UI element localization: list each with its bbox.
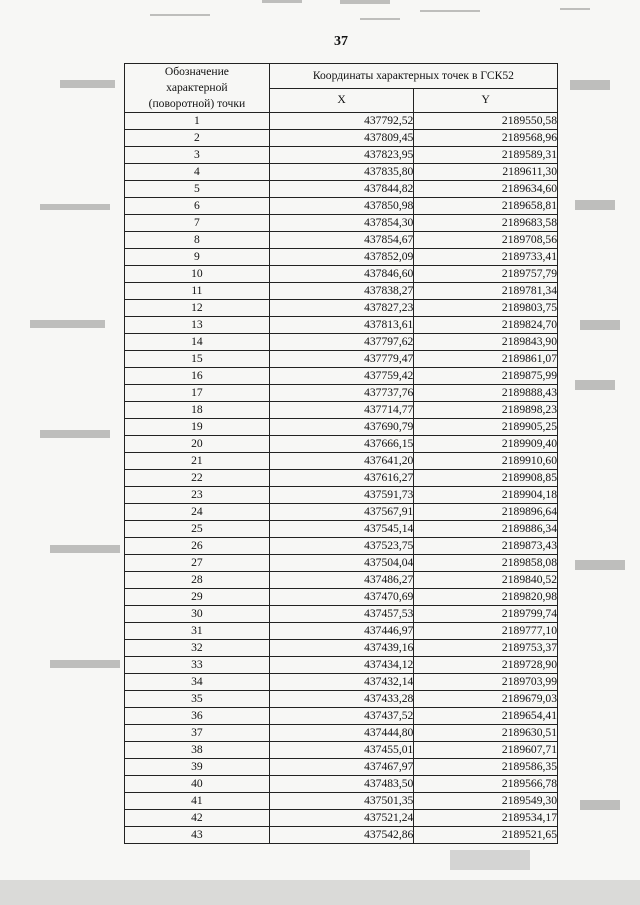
cell-y-coordinate: 2189728,90 [414, 657, 558, 674]
cell-x-coordinate: 437434,12 [269, 657, 414, 674]
cell-x-coordinate: 437501,35 [269, 793, 414, 810]
cell-y-coordinate: 2189905,25 [414, 419, 558, 436]
cell-y-coordinate: 2189843,90 [414, 334, 558, 351]
cell-y-coordinate: 2189550,58 [414, 113, 558, 130]
cell-x-coordinate: 437455,01 [269, 742, 414, 759]
cell-y-coordinate: 2189589,31 [414, 147, 558, 164]
cell-y-coordinate: 2189909,40 [414, 436, 558, 453]
cell-x-coordinate: 437846,60 [269, 266, 414, 283]
cell-y-coordinate: 2189549,30 [414, 793, 558, 810]
cell-point-number: 1 [125, 113, 270, 130]
cell-x-coordinate: 437504,04 [269, 555, 414, 572]
table-row [125, 827, 558, 844]
cell-y-coordinate: 2189708,56 [414, 232, 558, 249]
cell-y-coordinate: 2189534,17 [414, 810, 558, 827]
table-row [125, 504, 558, 521]
cell-x-coordinate: 437467,97 [269, 759, 414, 776]
cell-point-number: 17 [125, 385, 270, 402]
cell-y-coordinate: 2189566,78 [414, 776, 558, 793]
cell-point-number: 12 [125, 300, 270, 317]
cell-y-coordinate: 2189611,30 [414, 164, 558, 181]
cell-x-coordinate: 437854,67 [269, 232, 414, 249]
cell-x-coordinate: 437737,76 [269, 385, 414, 402]
cell-x-coordinate: 437823,95 [269, 147, 414, 164]
cell-point-number: 9 [125, 249, 270, 266]
cell-x-coordinate: 437759,42 [269, 368, 414, 385]
cell-x-coordinate: 437792,52 [269, 113, 414, 130]
cell-point-number: 42 [125, 810, 270, 827]
cell-x-coordinate: 437437,52 [269, 708, 414, 725]
header-point-line-3: (поворотной) точки [148, 97, 246, 110]
cell-point-number: 37 [125, 725, 270, 742]
table-row [125, 538, 558, 555]
cell-point-number: 31 [125, 623, 270, 640]
table-row [125, 130, 558, 147]
header-coordinates-group: Координаты характерных точек в ГСК52 [269, 64, 557, 89]
cell-y-coordinate: 2189858,08 [414, 555, 558, 572]
cell-x-coordinate: 437641,20 [269, 453, 414, 470]
table-row [125, 793, 558, 810]
cell-point-number: 33 [125, 657, 270, 674]
cell-point-number: 40 [125, 776, 270, 793]
table-row [125, 657, 558, 674]
cell-y-coordinate: 2189873,43 [414, 538, 558, 555]
cell-point-number: 23 [125, 487, 270, 504]
header-x: X [269, 88, 414, 113]
cell-x-coordinate: 437545,14 [269, 521, 414, 538]
cell-y-coordinate: 2189875,99 [414, 368, 558, 385]
cell-point-number: 13 [125, 317, 270, 334]
page-number: 37 [334, 34, 348, 49]
cell-x-coordinate: 437850,98 [269, 198, 414, 215]
table-row [125, 300, 558, 317]
table-row [125, 725, 558, 742]
table-row [125, 453, 558, 470]
cell-x-coordinate: 437483,50 [269, 776, 414, 793]
table-row [125, 113, 558, 130]
cell-y-coordinate: 2189683,58 [414, 215, 558, 232]
cell-point-number: 26 [125, 538, 270, 555]
table-row [125, 181, 558, 198]
cell-point-number: 29 [125, 589, 270, 606]
cell-x-coordinate: 437446,97 [269, 623, 414, 640]
table-row [125, 283, 558, 300]
cell-x-coordinate: 437486,27 [269, 572, 414, 589]
cell-y-coordinate: 2189896,64 [414, 504, 558, 521]
table-row [125, 742, 558, 759]
cell-x-coordinate: 437852,09 [269, 249, 414, 266]
table-row [125, 640, 558, 657]
cell-x-coordinate: 437666,15 [269, 436, 414, 453]
cell-y-coordinate: 2189654,41 [414, 708, 558, 725]
cell-point-number: 10 [125, 266, 270, 283]
table-row [125, 623, 558, 640]
cell-x-coordinate: 437827,23 [269, 300, 414, 317]
header-point-line-2: характерной [166, 81, 228, 94]
header-y: Y [414, 88, 558, 113]
cell-point-number: 2 [125, 130, 270, 147]
cell-y-coordinate: 2189703,99 [414, 674, 558, 691]
cell-x-coordinate: 437616,27 [269, 470, 414, 487]
cell-point-number: 28 [125, 572, 270, 589]
table-row [125, 555, 558, 572]
table-row [125, 368, 558, 385]
table-row [125, 759, 558, 776]
cell-point-number: 35 [125, 691, 270, 708]
cell-x-coordinate: 437432,14 [269, 674, 414, 691]
cell-point-number: 20 [125, 436, 270, 453]
table-row [125, 487, 558, 504]
cell-x-coordinate: 437797,62 [269, 334, 414, 351]
cell-point-number: 18 [125, 402, 270, 419]
cell-point-number: 25 [125, 521, 270, 538]
table-row [125, 708, 558, 725]
cell-y-coordinate: 2189679,03 [414, 691, 558, 708]
cell-point-number: 27 [125, 555, 270, 572]
cell-y-coordinate: 2189888,43 [414, 385, 558, 402]
table-row [125, 198, 558, 215]
cell-point-number: 24 [125, 504, 270, 521]
cell-y-coordinate: 2189753,37 [414, 640, 558, 657]
cell-point-number: 38 [125, 742, 270, 759]
cell-y-coordinate: 2189607,71 [414, 742, 558, 759]
cell-point-number: 41 [125, 793, 270, 810]
header-point-designation [125, 64, 270, 113]
table-row [125, 385, 558, 402]
cell-x-coordinate: 437591,73 [269, 487, 414, 504]
cell-point-number: 16 [125, 368, 270, 385]
table-row [125, 232, 558, 249]
cell-y-coordinate: 2189757,79 [414, 266, 558, 283]
table-row [125, 317, 558, 334]
header-point-line-1: Обозначение [164, 65, 229, 78]
cell-y-coordinate: 2189586,35 [414, 759, 558, 776]
cell-y-coordinate: 2189908,85 [414, 470, 558, 487]
table-row [125, 215, 558, 232]
cell-y-coordinate: 2189910,60 [414, 453, 558, 470]
cell-x-coordinate: 437809,45 [269, 130, 414, 147]
cell-y-coordinate: 2189904,18 [414, 487, 558, 504]
cell-y-coordinate: 2189658,81 [414, 198, 558, 215]
cell-point-number: 7 [125, 215, 270, 232]
cell-point-number: 22 [125, 470, 270, 487]
cell-y-coordinate: 2189820,98 [414, 589, 558, 606]
cell-point-number: 21 [125, 453, 270, 470]
cell-point-number: 5 [125, 181, 270, 198]
cell-x-coordinate: 437523,75 [269, 538, 414, 555]
table-row [125, 164, 558, 181]
cell-x-coordinate: 437844,82 [269, 181, 414, 198]
table-row [125, 572, 558, 589]
cell-point-number: 6 [125, 198, 270, 215]
coordinates-table [124, 63, 558, 844]
cell-x-coordinate: 437779,47 [269, 351, 414, 368]
cell-point-number: 14 [125, 334, 270, 351]
cell-y-coordinate: 2189824,70 [414, 317, 558, 334]
table-row [125, 776, 558, 793]
table-row [125, 147, 558, 164]
table-row [125, 249, 558, 266]
cell-x-coordinate: 437444,80 [269, 725, 414, 742]
cell-x-coordinate: 437433,28 [269, 691, 414, 708]
cell-x-coordinate: 437854,30 [269, 215, 414, 232]
cell-x-coordinate: 437813,61 [269, 317, 414, 334]
cell-y-coordinate: 2189781,34 [414, 283, 558, 300]
table-row [125, 470, 558, 487]
cell-point-number: 30 [125, 606, 270, 623]
table-row [125, 436, 558, 453]
cell-y-coordinate: 2189568,96 [414, 130, 558, 147]
table-row [125, 691, 558, 708]
table-row [125, 521, 558, 538]
cell-x-coordinate: 437542,86 [269, 827, 414, 844]
cell-x-coordinate: 437690,79 [269, 419, 414, 436]
table-row [125, 266, 558, 283]
cell-point-number: 8 [125, 232, 270, 249]
cell-point-number: 15 [125, 351, 270, 368]
cell-y-coordinate: 2189634,60 [414, 181, 558, 198]
cell-point-number: 39 [125, 759, 270, 776]
table-body [125, 113, 558, 844]
cell-point-number: 19 [125, 419, 270, 436]
table-row [125, 334, 558, 351]
cell-point-number: 3 [125, 147, 270, 164]
table-row [125, 402, 558, 419]
cell-x-coordinate: 437470,69 [269, 589, 414, 606]
cell-point-number: 43 [125, 827, 270, 844]
cell-x-coordinate: 437439,16 [269, 640, 414, 657]
cell-x-coordinate: 437835,80 [269, 164, 414, 181]
cell-y-coordinate: 2189630,51 [414, 725, 558, 742]
cell-x-coordinate: 437567,91 [269, 504, 414, 521]
cell-point-number: 34 [125, 674, 270, 691]
table-row [125, 351, 558, 368]
cell-point-number: 32 [125, 640, 270, 657]
cell-point-number: 36 [125, 708, 270, 725]
table-row [125, 589, 558, 606]
cell-y-coordinate: 2189886,34 [414, 521, 558, 538]
cell-point-number: 11 [125, 283, 270, 300]
cell-y-coordinate: 2189898,23 [414, 402, 558, 419]
cell-y-coordinate: 2189799,74 [414, 606, 558, 623]
table-row [125, 606, 558, 623]
cell-x-coordinate: 437838,27 [269, 283, 414, 300]
cell-y-coordinate: 2189521,65 [414, 827, 558, 844]
cell-x-coordinate: 437714,77 [269, 402, 414, 419]
cell-x-coordinate: 437457,53 [269, 606, 414, 623]
cell-y-coordinate: 2189803,75 [414, 300, 558, 317]
cell-point-number: 4 [125, 164, 270, 181]
cell-y-coordinate: 2189733,41 [414, 249, 558, 266]
table-row [125, 419, 558, 436]
cell-y-coordinate: 2189840,52 [414, 572, 558, 589]
cell-y-coordinate: 2189861,07 [414, 351, 558, 368]
table-row [125, 674, 558, 691]
table-row [125, 810, 558, 827]
cell-x-coordinate: 437521,24 [269, 810, 414, 827]
cell-y-coordinate: 2189777,10 [414, 623, 558, 640]
